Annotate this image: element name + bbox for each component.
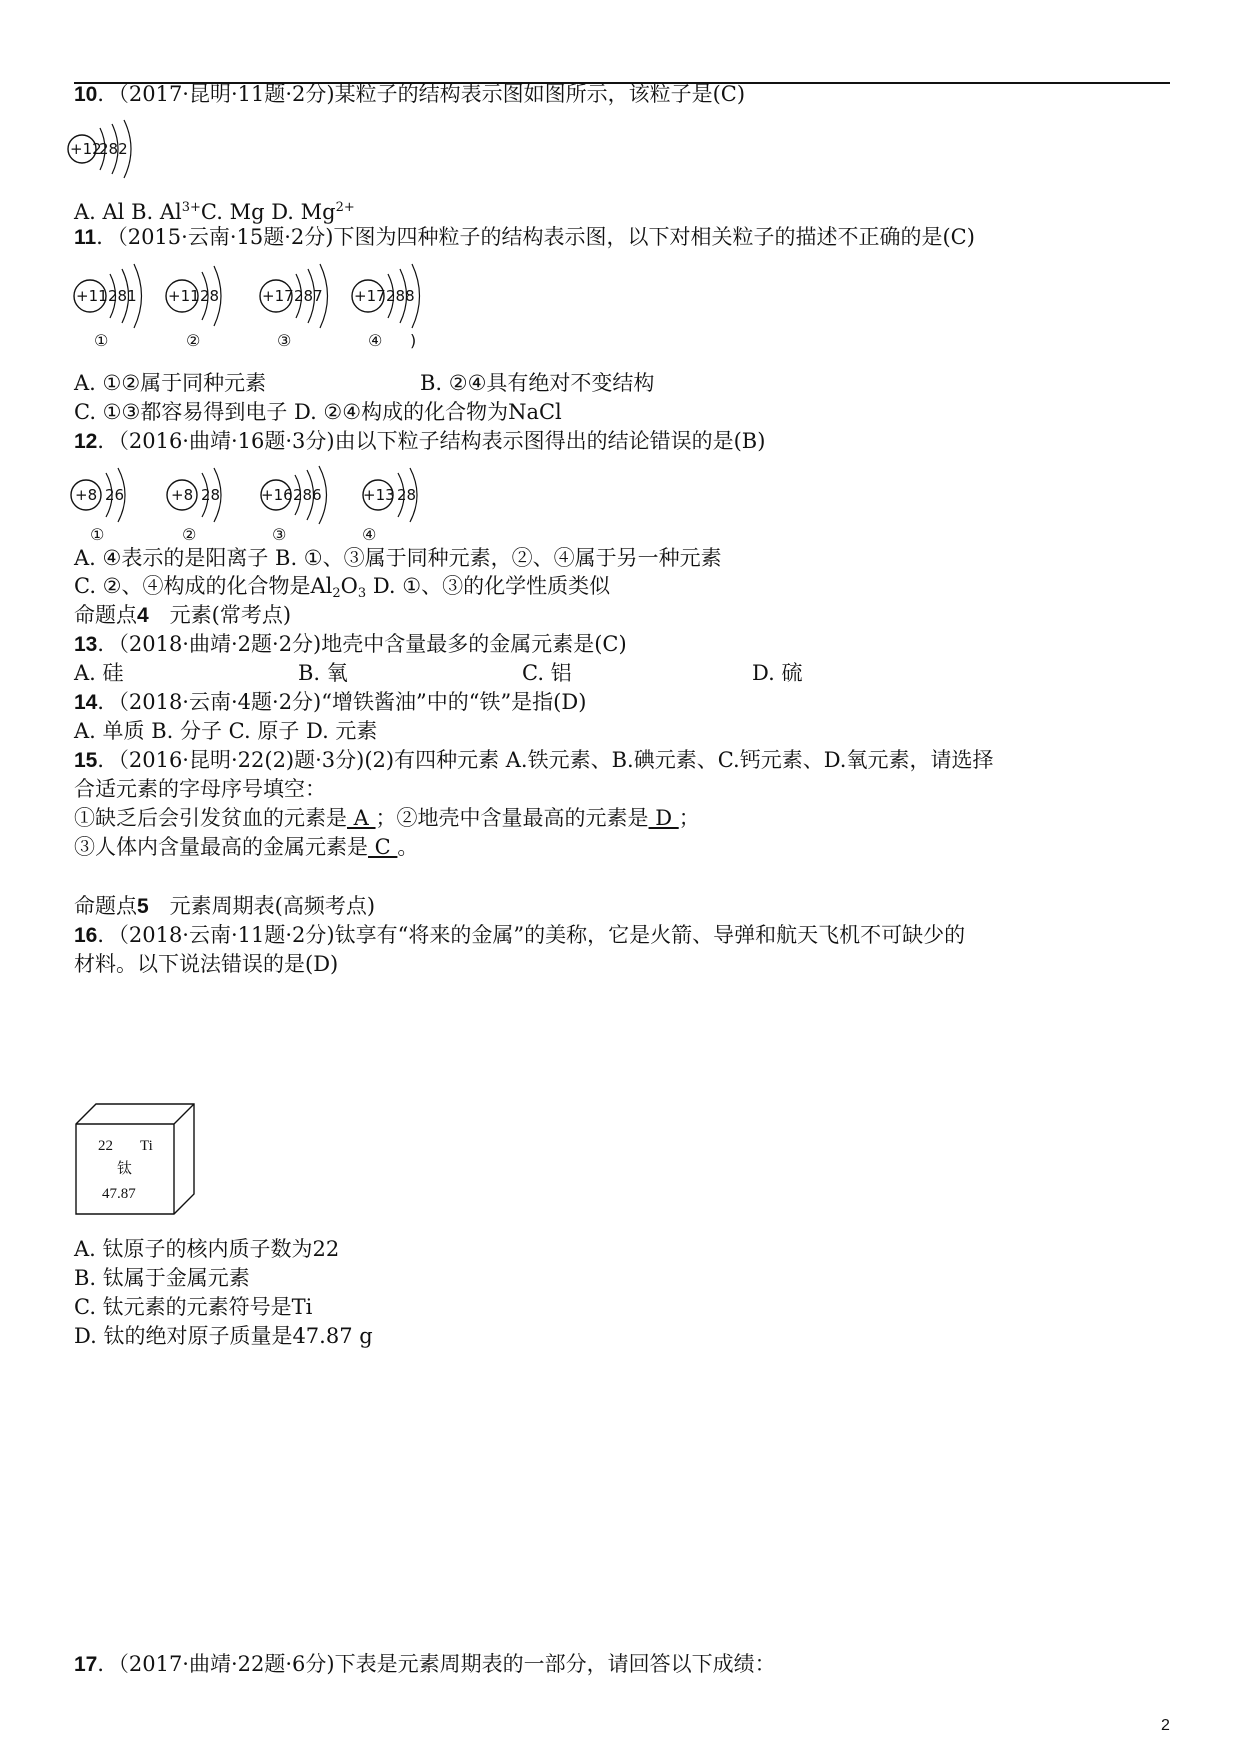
- svg-text:+12: +12: [70, 140, 102, 158]
- diagram-label: ①: [90, 525, 105, 544]
- stem-text: ．（2016·昆明·22(2)题·3分)(2)有四种元素 A.铁元素、B.碘元素、C.钙元素、D.氧元素，请选择: [97, 748, 994, 772]
- question-13-option-a: [74, 660, 124, 686]
- question-number: 13: [74, 633, 98, 656]
- diagram-label: ②: [186, 331, 201, 350]
- section-4-heading: [74, 602, 291, 629]
- element-symbol: Ti: [140, 1138, 153, 1154]
- svg-text:+17: +17: [354, 287, 386, 305]
- section-title: 元素周期表(高频考点): [148, 894, 376, 918]
- question-11-option-a: [74, 370, 266, 396]
- question-14-stem: [74, 689, 586, 716]
- blank-answer: D: [648, 806, 679, 830]
- stem-text: ．（2017·昆明·11题·2分)某粒子的结构表示图如图所示，该粒子是(C): [97, 82, 746, 106]
- titanium-element-card: [74, 1102, 198, 1220]
- question-number: 16: [74, 924, 98, 947]
- section-title: 元素(常考点): [148, 603, 292, 627]
- option-text: A. 单质 B. 分子 C. 原子 D. 元素: [74, 719, 378, 743]
- question-number: 14: [74, 691, 98, 714]
- diagram-label: ①: [94, 331, 109, 350]
- superscript: 2+: [335, 200, 355, 215]
- atomic-mass: 47.87: [102, 1186, 136, 1202]
- atom-diagram-q11-4: [346, 262, 446, 330]
- stem-text: ．（2016·曲靖·16题·3分)由以下粒子结构表示图得出的结论错误的是(B): [97, 429, 766, 453]
- question-16-option-a: [74, 1236, 339, 1262]
- atom-diagram-q11-1: [68, 262, 168, 330]
- svg-text:28: 28: [201, 486, 221, 504]
- atom-diagram-q11-2: [160, 262, 250, 330]
- blank-text: ①缺乏后会引发贫血的元素是: [74, 806, 347, 830]
- section-label: 命题点: [74, 894, 137, 918]
- diagram-label: ③: [272, 525, 287, 544]
- question-17-stem: [74, 1651, 776, 1678]
- subscript: 3: [357, 586, 367, 601]
- question-15-blanks-1: [74, 805, 700, 831]
- svg-text:281: 281: [108, 287, 137, 305]
- question-15-stem-cont: [74, 776, 326, 802]
- stem-text: ．（2018·云南·4题·2分)“增铁酱油”中的“铁”是指(D): [97, 690, 587, 714]
- page-number: 2: [1161, 1717, 1170, 1734]
- svg-text:+11: +11: [76, 287, 108, 305]
- subscript: 2: [332, 586, 341, 601]
- svg-text:28: 28: [200, 287, 220, 305]
- question-11-options-cd: [74, 399, 562, 425]
- stem-text: 材料。以下说法错误的是(D): [74, 952, 339, 976]
- option-text: B. ②④具有绝对不变结构: [420, 371, 655, 395]
- question-13-stem: [74, 631, 627, 658]
- section-number: 4: [137, 604, 149, 627]
- svg-text:26: 26: [105, 486, 125, 504]
- superscript: 3+: [181, 200, 201, 215]
- section-number: 5: [137, 895, 149, 918]
- question-number: 11: [74, 226, 97, 249]
- option-text: A. 钛原子的核内质子数为22: [74, 1237, 340, 1261]
- svg-text:+16: +16: [261, 486, 293, 504]
- question-16-stem-cont: [74, 951, 338, 977]
- blank-answer: C: [368, 835, 398, 859]
- atom-diagram-q10: [62, 118, 152, 180]
- option-text: B. 钛属于金属元素: [74, 1266, 250, 1290]
- question-16-option-c: [74, 1294, 312, 1320]
- question-13-option-c: [522, 660, 572, 686]
- diagram-label: ④: [368, 331, 383, 350]
- element-name: 钛: [117, 1161, 133, 1177]
- question-number: 17: [74, 1653, 98, 1676]
- question-number: 15: [74, 749, 98, 772]
- svg-text:288: 288: [386, 287, 415, 305]
- svg-text:282: 282: [99, 140, 128, 158]
- diagram-label: ②: [182, 525, 197, 544]
- option-text: A. 硅: [74, 661, 124, 685]
- question-16-stem: [74, 922, 965, 949]
- atom-diagram-q12-3: [254, 465, 354, 525]
- question-14-options: [74, 718, 377, 744]
- question-13-option-b: [298, 660, 348, 686]
- question-16-option-b: [74, 1265, 250, 1291]
- blank-text: ③人体内含量最高的金属元素是: [74, 835, 368, 859]
- option-text: C. ①③都容易得到电子 D. ②④构成的化合物为NaCl: [74, 400, 562, 424]
- options-text: A. Al B. Al: [74, 200, 182, 224]
- atom-diagram-q12-1: [64, 465, 154, 525]
- atom-diagram-q12-4: [356, 465, 446, 525]
- question-13-option-d: [752, 660, 802, 686]
- blank-text: ；: [678, 806, 700, 830]
- option-text: A. ①②属于同种元素: [74, 371, 267, 395]
- option-text: D. ①、③的化学性质类似: [366, 574, 611, 598]
- svg-text:+8: +8: [75, 486, 98, 504]
- option-text: A. ④表示的是阳离子 B. ①、③属于同种元素，②、④属于另一种元素: [74, 546, 722, 570]
- atomic-number: 22: [98, 1138, 113, 1154]
- question-number: 10: [74, 83, 98, 106]
- diagram-label: ④: [362, 525, 377, 544]
- svg-text:+17: +17: [262, 287, 294, 305]
- atom-diagram-q12-2: [160, 465, 250, 525]
- svg-text:+13: +13: [363, 486, 395, 504]
- blank-text: ；②地壳中含量最高的元素是: [375, 806, 649, 830]
- question-12-stem: [74, 428, 765, 455]
- svg-text:+8: +8: [171, 486, 194, 504]
- question-12-options-ab: [74, 545, 722, 571]
- option-text: D. 硫: [752, 661, 803, 685]
- question-number: 12: [74, 430, 98, 453]
- atom-diagram-q11-3: [254, 262, 354, 330]
- blank-answer: A: [347, 806, 376, 830]
- question-15-stem: [74, 747, 993, 774]
- stem-text: ．（2017·曲靖·22题·6分)下表是元素周期表的一部分，请回答以下成绩：: [97, 1652, 776, 1676]
- diagram-label: ③: [277, 331, 292, 350]
- option-text: O: [340, 574, 358, 598]
- options-text: C. Mg D. Mg: [200, 200, 336, 224]
- stem-text: 合适元素的字母序号填空：: [74, 777, 326, 801]
- option-text: D. 钛的绝对原子质量是47.87 g: [74, 1324, 373, 1348]
- option-text: C. 铝: [522, 661, 572, 685]
- stray-paren: ): [410, 331, 417, 350]
- option-text: C. 钛元素的元素符号是Ti: [74, 1295, 313, 1319]
- stem-text: ．（2018·云南·11题·2分)钛享有“将来的金属”的美称，它是火箭、导弹和航天飞机不可缺少的: [97, 923, 966, 947]
- blank-text: 。: [397, 835, 419, 859]
- svg-text:287: 287: [294, 287, 323, 305]
- question-15-blanks-2: [74, 834, 418, 860]
- question-10-stem: [74, 81, 745, 108]
- question-16-option-d: [74, 1323, 373, 1349]
- option-text: C. ②、④构成的化合物是Al: [74, 574, 333, 598]
- svg-text:286: 286: [293, 486, 322, 504]
- section-label: 命题点: [74, 603, 137, 627]
- question-10-options: [74, 195, 355, 225]
- svg-text:28: 28: [397, 486, 417, 504]
- svg-text:+11: +11: [168, 287, 200, 305]
- option-text: B. 氧: [298, 661, 348, 685]
- question-11-stem: [74, 224, 975, 251]
- stem-text: ．（2015·云南·15题·2分)下图为四种粒子的结构表示图，以下对相关粒子的描述不正确的是(C): [96, 225, 975, 249]
- stem-text: ．（2018·曲靖·2题·2分)地壳中含量最多的金属元素是(C): [97, 632, 627, 656]
- question-11-option-b: [420, 370, 654, 396]
- section-5-heading: [74, 893, 375, 920]
